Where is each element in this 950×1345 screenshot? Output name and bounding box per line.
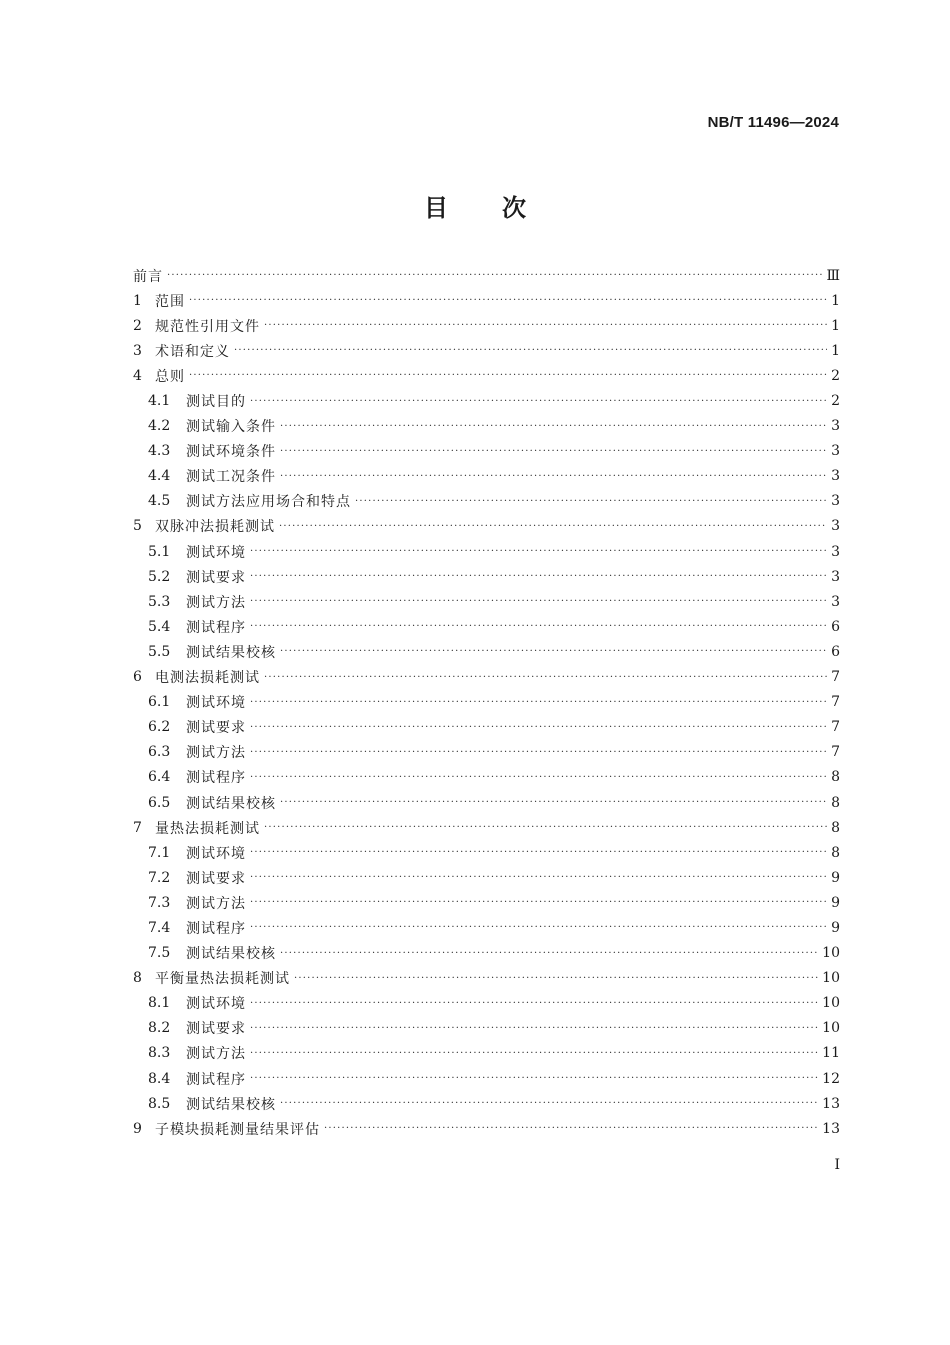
toc-entry-label: 平衡量热法损耗测试 — [155, 971, 290, 988]
toc-entry-number: 5 — [133, 518, 142, 535]
toc-entry-label: 规范性引用文件 — [155, 318, 260, 335]
toc-entry-page: 13 — [822, 1095, 840, 1112]
toc-entry[interactable] — [133, 1066, 840, 1091]
toc-entry-number: 6.2 — [148, 719, 171, 736]
toc-entry-label: 测试结果校核 — [186, 644, 276, 661]
toc-entry-number: 7.3 — [148, 894, 171, 911]
toc-leader-dots — [234, 345, 827, 356]
toc-entry-page: 1 — [831, 317, 840, 334]
toc-entry[interactable] — [133, 915, 840, 940]
toc-entry-label: 测试程序 — [186, 920, 246, 937]
toc-entry-label: 测试程序 — [186, 770, 246, 787]
toc-entry-label: 测试程序 — [186, 1071, 246, 1088]
toc-entry-page: 3 — [831, 568, 840, 585]
toc-entry-number: 7.1 — [148, 844, 171, 861]
toc-entry-page: 6 — [831, 618, 840, 635]
toc-entry-number: 5.5 — [148, 643, 171, 660]
toc-entry-label: 测试目的 — [186, 394, 246, 411]
toc-title-char: 目 — [424, 194, 448, 222]
toc-entry-label: 测试方法 — [186, 1046, 246, 1063]
toc-entry-page: 3 — [831, 518, 840, 535]
toc-entry-label: 测试方法 — [186, 594, 246, 611]
toc-entry-label: 测试要求 — [186, 569, 246, 586]
toc-leader-dots — [264, 320, 827, 331]
toc-leader-dots — [250, 872, 827, 883]
toc-leader-dots — [250, 998, 818, 1009]
toc-leader-dots — [264, 822, 827, 833]
toc-entry-number: 4.4 — [148, 468, 171, 485]
toc-entry-page: 1 — [831, 342, 840, 359]
toc-leader-dots — [280, 1098, 818, 1109]
toc-entry-number: 6.1 — [148, 694, 171, 711]
toc-entry-number: 8.5 — [148, 1095, 171, 1112]
toc-entry-label: 测试方法应用场合和特点 — [186, 494, 351, 511]
toc-entry-page: 9 — [831, 869, 840, 886]
toc-entry[interactable] — [133, 363, 840, 388]
toc-entry[interactable] — [133, 1041, 840, 1066]
toc-entry-number: 8.1 — [148, 995, 171, 1012]
toc-entry-number: 9 — [133, 1120, 142, 1137]
page-number: I — [834, 1157, 840, 1173]
toc-leader-dots — [280, 797, 827, 808]
toc-entry[interactable] — [133, 313, 840, 338]
toc-entry-number: 6.3 — [148, 744, 171, 761]
toc-entry-page: 8 — [831, 819, 840, 836]
toc-entry-page: 3 — [831, 468, 840, 485]
toc-entry-page: 3 — [831, 493, 840, 510]
toc-entry-label: 测试环境 — [186, 996, 246, 1013]
toc-entry-page: 11 — [822, 1045, 840, 1062]
toc-entry-page: 1 — [831, 292, 840, 309]
toc-entry[interactable] — [133, 790, 840, 815]
toc-entry-label: 测试环境 — [186, 845, 246, 862]
toc-entry[interactable] — [133, 539, 840, 564]
toc-entry-page: 9 — [831, 894, 840, 911]
toc-leader-dots — [280, 646, 827, 657]
toc-leader-dots — [280, 446, 827, 457]
toc-entry-number: 4.1 — [148, 393, 171, 410]
toc-entry[interactable] — [133, 464, 840, 489]
toc-entry-number: 5.4 — [148, 618, 171, 635]
toc-leader-dots — [250, 897, 827, 908]
toc-leader-dots — [250, 747, 827, 758]
document-code: NB/T 11496—2024 — [707, 114, 839, 131]
toc-entry-page: 3 — [831, 593, 840, 610]
toc-entry-page: 13 — [822, 1120, 840, 1137]
toc-entry-number: 8.4 — [148, 1070, 171, 1087]
toc-entry-label: 测试方法 — [186, 895, 246, 912]
toc-entry-number: 7.2 — [148, 869, 171, 886]
toc-entry-number: 4 — [133, 367, 142, 384]
toc-leader-dots — [280, 421, 827, 432]
toc-entry[interactable] — [133, 589, 840, 614]
toc-entry[interactable] — [133, 690, 840, 715]
toc-entry-page: 6 — [831, 643, 840, 660]
toc-entry-page: 8 — [831, 794, 840, 811]
toc-entry-number: 8 — [133, 970, 142, 987]
toc-entry-page: 3 — [831, 443, 840, 460]
toc-entry-label: 测试环境 — [186, 695, 246, 712]
toc-entry-number: 4.3 — [148, 443, 171, 460]
toc-leader-dots — [250, 922, 827, 933]
toc-leader-dots — [250, 772, 827, 783]
toc-entry-label: 测试程序 — [186, 619, 246, 636]
toc-leader-dots — [250, 1023, 818, 1034]
toc-entry-number: 4.2 — [148, 418, 171, 435]
toc-entry-label: 电测法损耗测试 — [155, 670, 260, 687]
toc-entry[interactable] — [133, 840, 840, 865]
toc-entry[interactable] — [133, 1116, 840, 1141]
toc-leader-dots — [324, 1123, 818, 1134]
toc-entry[interactable] — [133, 388, 840, 413]
toc-entry-page: 9 — [831, 919, 840, 936]
toc-leader-dots — [250, 596, 827, 607]
toc-entry-label: 测试结果校核 — [186, 795, 276, 812]
toc-entry[interactable] — [133, 941, 840, 966]
toc-entry-page: Ⅲ — [826, 267, 840, 284]
toc-leader-dots — [250, 722, 827, 733]
toc-entry-label: 测试环境条件 — [186, 444, 276, 461]
toc-entry-label: 测试结果校核 — [186, 1096, 276, 1113]
toc-title — [0, 188, 950, 223]
toc-entry-number: 6 — [133, 669, 142, 686]
toc-entry-label: 子模块损耗测量结果评估 — [155, 1121, 320, 1138]
toc-entry[interactable] — [133, 966, 840, 991]
toc-entry[interactable] — [133, 639, 840, 664]
toc-entry-number: 4.5 — [148, 493, 171, 510]
toc-entry-label: 测试方法 — [186, 745, 246, 762]
toc-entry-page: 7 — [831, 719, 840, 736]
toc-entry-number: 6.4 — [148, 769, 171, 786]
toc-leader-dots — [250, 621, 827, 632]
toc-entry-page: 10 — [822, 945, 840, 962]
toc-entry-label: 测试要求 — [186, 720, 246, 737]
toc-leader-dots — [250, 1048, 818, 1059]
toc-entry-label: 测试输入条件 — [186, 419, 276, 436]
toc-entry[interactable] — [133, 890, 840, 915]
toc-leader-dots — [167, 270, 822, 281]
toc-entry-page: 3 — [831, 543, 840, 560]
toc-entry[interactable] — [133, 439, 840, 464]
toc-entry-number: 6.5 — [148, 794, 171, 811]
toc-leader-dots — [250, 571, 827, 582]
toc-entry-page: 10 — [822, 970, 840, 987]
toc-entry-label: 量热法损耗测试 — [155, 820, 260, 837]
toc-entry-number: 8.3 — [148, 1045, 171, 1062]
toc-leader-dots — [264, 672, 827, 683]
toc-entry-number: 7 — [133, 819, 142, 836]
toc-entry-number: 2 — [133, 317, 142, 334]
toc-entry[interactable] — [133, 740, 840, 765]
toc-leader-dots — [250, 847, 827, 858]
toc-entry[interactable] — [133, 1016, 840, 1041]
toc-entry-label: 测试要求 — [186, 870, 246, 887]
toc-entry-page: 8 — [831, 844, 840, 861]
toc-entry-label: 前言 — [133, 268, 163, 285]
toc-entry-number: 5.1 — [148, 543, 171, 560]
toc-entry-page: 7 — [831, 694, 840, 711]
toc-entry[interactable] — [133, 991, 840, 1016]
toc-entry-label: 总则 — [155, 368, 185, 385]
toc-entry-page: 2 — [831, 367, 840, 384]
toc-entry-number: 5.3 — [148, 593, 171, 610]
toc-entry-page: 12 — [822, 1070, 840, 1087]
toc-entry[interactable] — [133, 489, 840, 514]
toc-leader-dots — [279, 521, 827, 532]
toc-entry[interactable] — [133, 564, 840, 589]
toc-entry-number: 7.4 — [148, 919, 171, 936]
toc-leader-dots — [250, 546, 827, 557]
toc-entry-page: 2 — [831, 393, 840, 410]
toc-leader-dots — [355, 496, 827, 507]
toc-entry-number: 7.5 — [148, 945, 171, 962]
toc-leader-dots — [280, 471, 827, 482]
toc-entry-label: 双脉冲法损耗测试 — [155, 519, 275, 536]
toc-entry-page: 3 — [831, 418, 840, 435]
toc-entry-number: 5.2 — [148, 568, 171, 585]
toc-entry-page: 8 — [831, 769, 840, 786]
toc-entry[interactable] — [133, 288, 840, 313]
toc-entry-page: 7 — [831, 669, 840, 686]
toc-leader-dots — [250, 396, 827, 407]
toc-leader-dots — [294, 973, 818, 984]
toc-entry-number: 3 — [133, 342, 142, 359]
toc-entry-number: 8.2 — [148, 1020, 171, 1037]
toc-entry[interactable] — [133, 263, 840, 288]
toc-entry-label: 测试工况条件 — [186, 469, 276, 486]
toc-entry-label: 范围 — [155, 293, 185, 310]
toc-entry[interactable] — [133, 865, 840, 890]
toc-entry[interactable] — [133, 665, 840, 690]
toc-entry-label: 测试环境 — [186, 544, 246, 561]
toc-entry[interactable] — [133, 514, 840, 539]
toc-leader-dots — [189, 295, 827, 306]
toc-entry[interactable] — [133, 815, 840, 840]
toc-leader-dots — [250, 1073, 818, 1084]
toc-entry-label: 测试要求 — [186, 1021, 246, 1038]
toc-entry[interactable] — [133, 614, 840, 639]
toc-entry[interactable] — [133, 715, 840, 740]
toc-entry[interactable] — [133, 414, 840, 439]
toc-entry-page: 10 — [822, 1020, 840, 1037]
toc-entry-label: 测试结果校核 — [186, 946, 276, 963]
toc-list — [133, 263, 840, 1141]
toc-entry-page: 10 — [822, 995, 840, 1012]
toc-entry[interactable] — [133, 338, 840, 363]
toc-leader-dots — [250, 697, 827, 708]
toc-entry[interactable] — [133, 1091, 840, 1116]
toc-entry-page: 7 — [831, 744, 840, 761]
toc-leader-dots — [280, 948, 818, 959]
toc-leader-dots — [189, 370, 827, 381]
toc-entry-label: 术语和定义 — [155, 343, 230, 360]
toc-title-char: 次 — [502, 194, 526, 222]
toc-entry[interactable] — [133, 765, 840, 790]
toc-entry-number: 1 — [133, 292, 142, 309]
